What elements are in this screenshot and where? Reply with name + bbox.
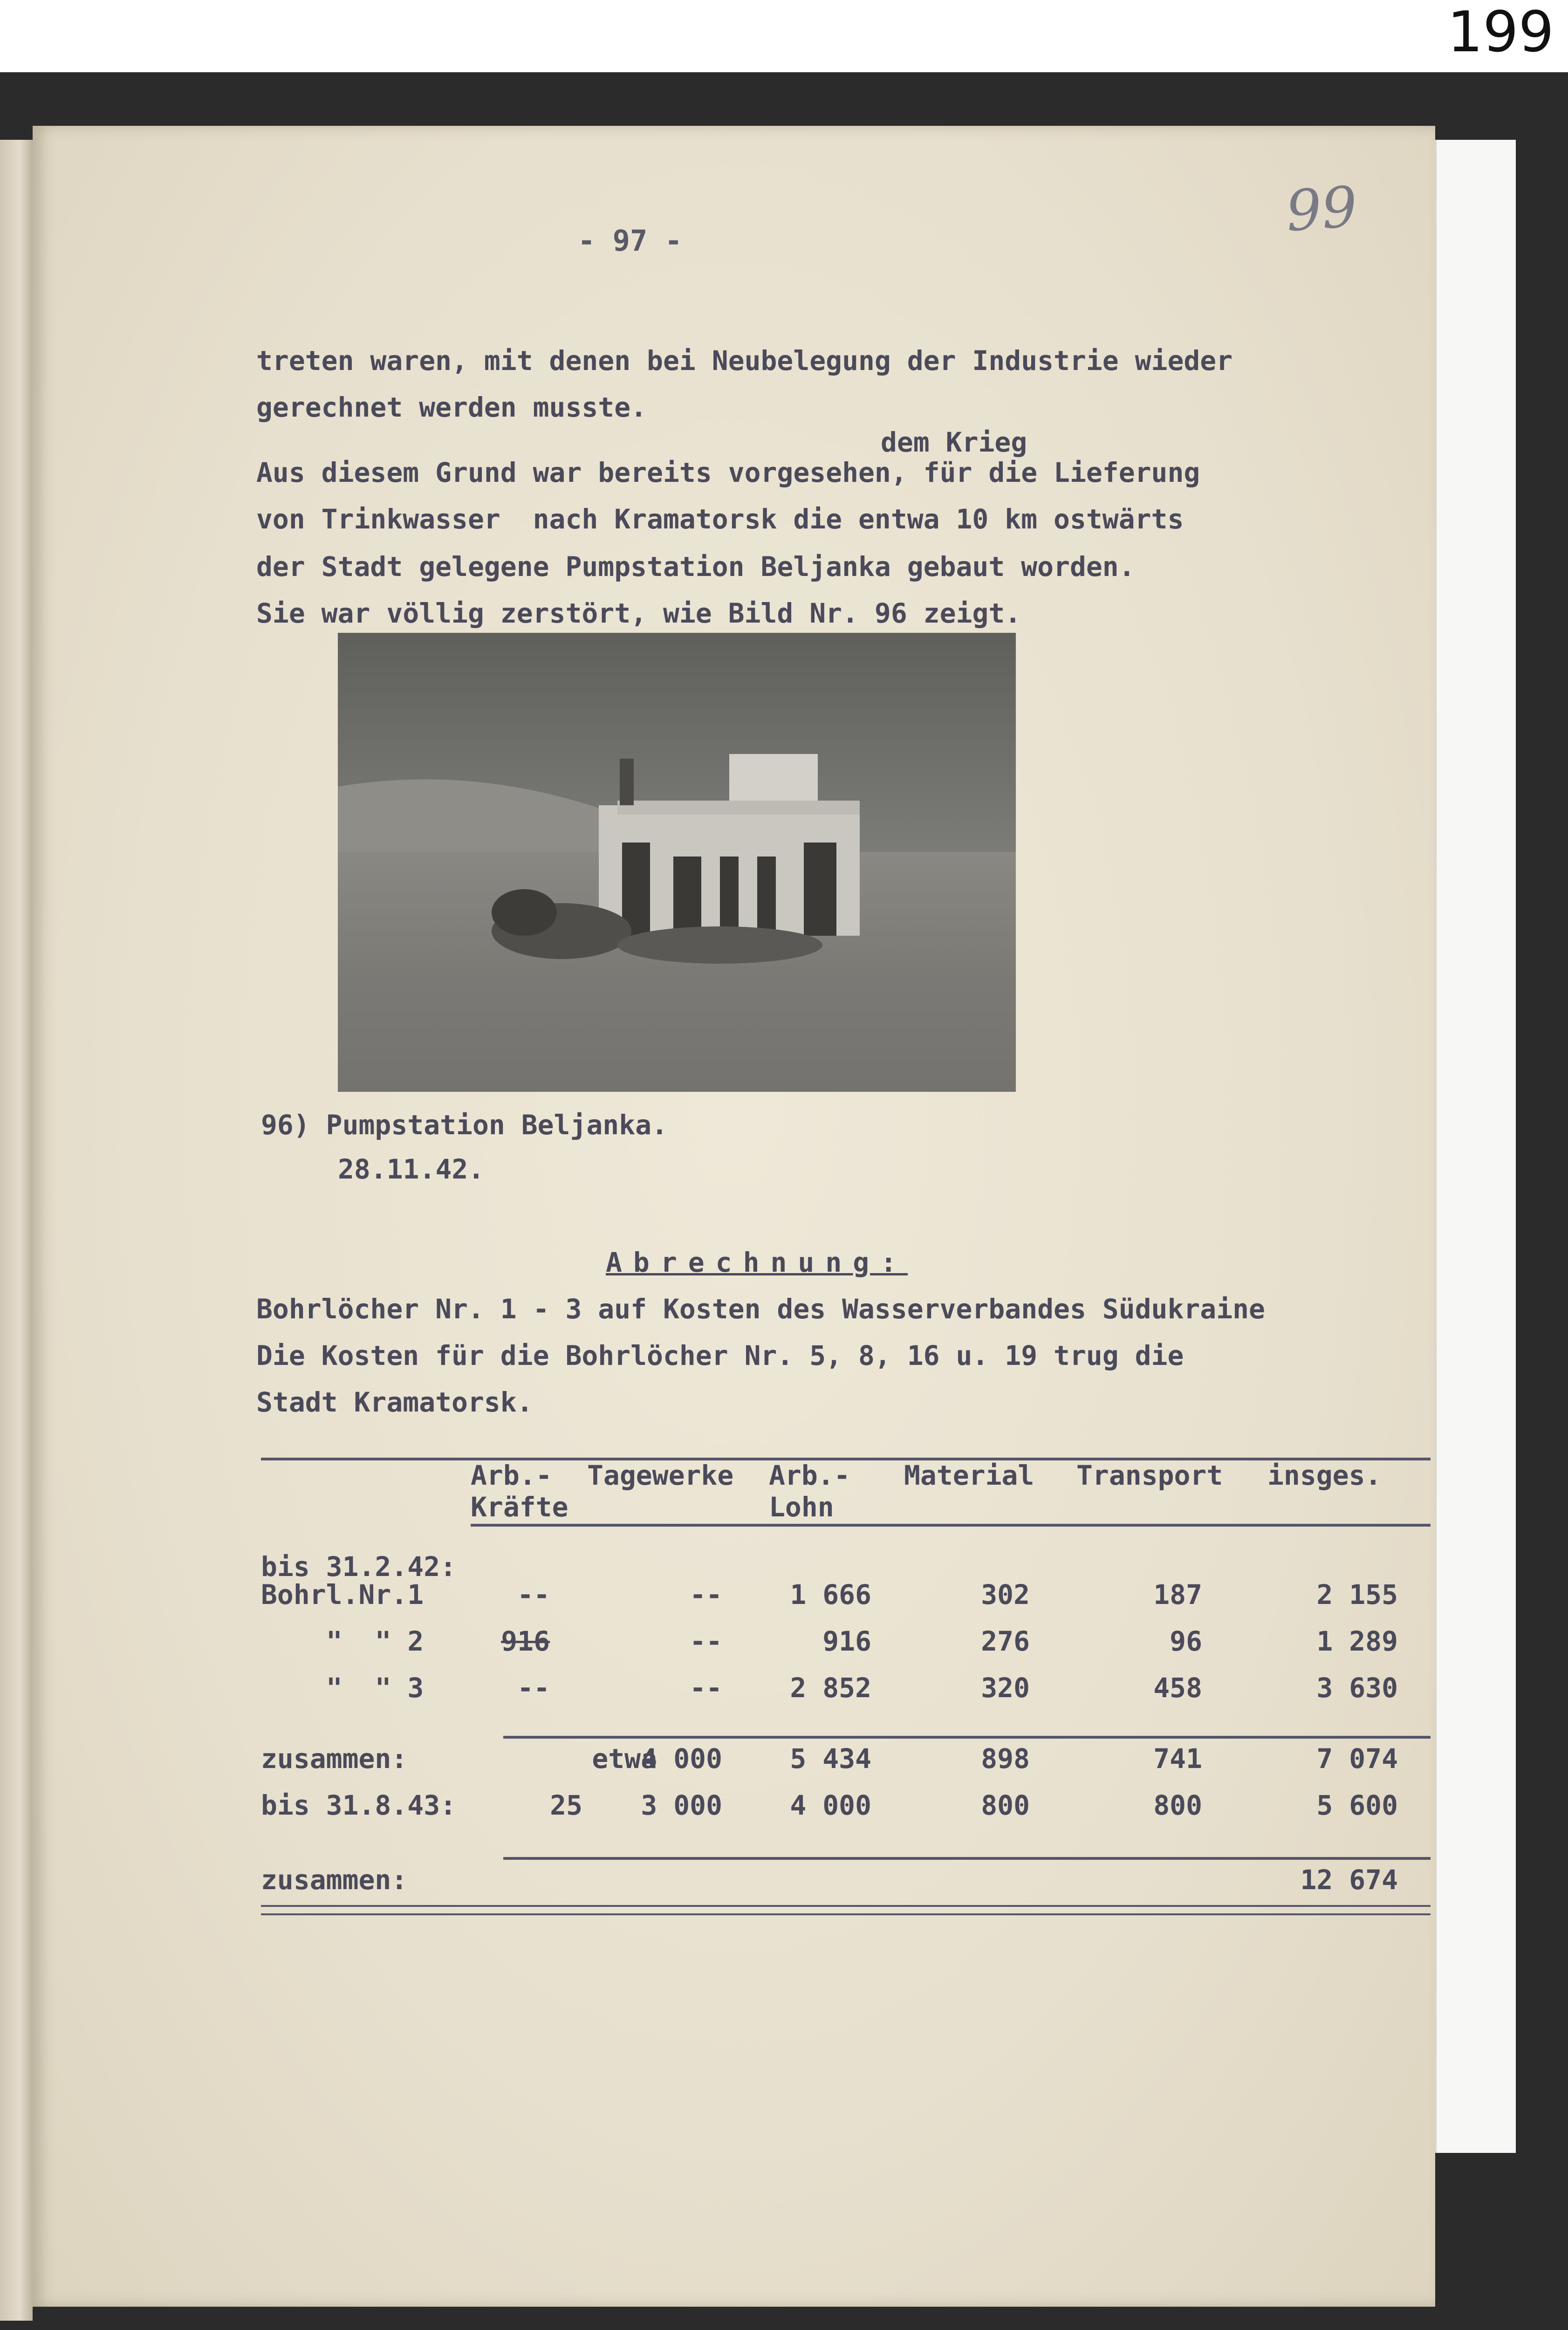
cell-material: 898 bbox=[981, 1743, 1030, 1775]
header-arb-lohn-2: Lohn bbox=[769, 1491, 834, 1523]
section-heading: Abrechnung: bbox=[606, 1247, 908, 1278]
cell-insges: 5 600 bbox=[1316, 1789, 1398, 1821]
typed-insertion: dem Krieg bbox=[881, 426, 1027, 458]
backing-sheet bbox=[1435, 140, 1516, 2153]
cell-transport: 187 bbox=[1153, 1579, 1202, 1610]
cell-material: 800 bbox=[981, 1789, 1030, 1821]
cell-tagewerke: -- bbox=[690, 1579, 722, 1610]
cell-tagewerke: 3 000 bbox=[641, 1789, 722, 1821]
cell-material: 276 bbox=[981, 1625, 1030, 1657]
header-arb-kraefte-1: Arb.- bbox=[471, 1460, 552, 1491]
subtotal-rule bbox=[503, 1736, 1431, 1739]
row-label: " " 3 bbox=[294, 1672, 424, 1704]
cell-material: 302 bbox=[981, 1579, 1030, 1610]
period-1-label: bis 31.2.42: bbox=[261, 1551, 457, 1583]
cell-insges-total: 12 674 bbox=[1300, 1864, 1398, 1896]
cell-kraefte: -- bbox=[517, 1672, 550, 1704]
cell-transport: 741 bbox=[1153, 1743, 1202, 1775]
photo-caption-date: 28.11.42. bbox=[338, 1153, 485, 1185]
row-label: zusammen: bbox=[261, 1743, 408, 1775]
header-tagewerke: Tagewerke bbox=[587, 1460, 734, 1491]
body-line-5: der Stadt gelegene Pumpstation Beljanka gebaut worden. bbox=[256, 551, 1135, 582]
archive-page-number: 199 bbox=[1447, 0, 1554, 65]
photo-caption-title: 96) Pumpstation Beljanka. bbox=[261, 1109, 668, 1141]
settlement-line-3: Stadt Kramatorsk. bbox=[256, 1386, 533, 1418]
header-material: Material bbox=[904, 1460, 1034, 1491]
cell-transport: 458 bbox=[1153, 1672, 1202, 1704]
row-label: " " 2 bbox=[294, 1625, 424, 1657]
header-rule bbox=[471, 1524, 1431, 1527]
cell-insges: 7 074 bbox=[1316, 1743, 1398, 1775]
body-line-6: Sie war völlig zerstört, wie Bild Nr. 96 zeigt. bbox=[256, 597, 1021, 629]
settlement-line-2: Die Kosten für die Bohrlöcher Nr. 5, 8, 16 u. 19 trug die bbox=[256, 1340, 1184, 1371]
cell-insges: 2 155 bbox=[1316, 1579, 1398, 1610]
cell-insges: 1 289 bbox=[1316, 1625, 1398, 1657]
cell-lohn: 4 000 bbox=[790, 1789, 871, 1821]
header-insges: insges. bbox=[1267, 1460, 1382, 1491]
body-line-4: von Trinkwasser nach Kramatorsk die entwa 10 km ostwärts bbox=[256, 503, 1184, 535]
cell-lohn: 916 bbox=[822, 1625, 871, 1657]
total-rule bbox=[503, 1857, 1431, 1860]
settlement-line-1: Bohrlöcher Nr. 1 - 3 auf Kosten des Wasserverbandes Südukraine bbox=[256, 1293, 1265, 1325]
cell-tagewerke: -- bbox=[690, 1625, 722, 1657]
cell-transport: 96 bbox=[1170, 1625, 1202, 1657]
body-line-2: gerechnet werden musste. bbox=[256, 391, 647, 423]
cell-kraefte: etwa bbox=[592, 1743, 657, 1775]
cell-tagewerke: 4 000 bbox=[641, 1743, 722, 1775]
cell-kraefte: -- bbox=[517, 1579, 550, 1610]
cell-lohn: 2 852 bbox=[790, 1672, 871, 1704]
document-page bbox=[33, 126, 1435, 2307]
cell-lohn: 5 434 bbox=[790, 1743, 871, 1775]
cell-transport: 800 bbox=[1153, 1789, 1202, 1821]
pump-station-photo bbox=[338, 633, 1016, 1092]
adjacent-page-edge bbox=[0, 140, 33, 2321]
body-line-1: treten waren, mit denen bei Neubelegung der Industrie wieder bbox=[256, 345, 1233, 377]
row-label: Bohrl.Nr.1 bbox=[261, 1579, 424, 1610]
header-arb-lohn-1: Arb.- bbox=[769, 1460, 850, 1491]
row-label: zusammen: bbox=[261, 1864, 408, 1896]
header-arb-kraefte-2: Kräfte bbox=[471, 1491, 568, 1523]
cell-kraefte: 25 bbox=[550, 1789, 582, 1821]
body-line-3: Aus diesem Grund war bereits vorgesehen, für die Lieferung bbox=[256, 457, 1200, 488]
page-number: - 97 - bbox=[578, 224, 682, 258]
cell-insges: 3 630 bbox=[1316, 1672, 1398, 1704]
cell-lohn: 1 666 bbox=[790, 1579, 871, 1610]
double-underline bbox=[261, 1905, 1431, 1915]
handwritten-folio-number: 99 bbox=[1284, 174, 1360, 245]
row-label: bis 31.8.43: bbox=[261, 1789, 457, 1821]
cell-material: 320 bbox=[981, 1672, 1030, 1704]
cell-kraefte-struck: 916 bbox=[501, 1625, 550, 1657]
header-transport: Transport bbox=[1076, 1460, 1223, 1491]
cell-tagewerke: -- bbox=[690, 1672, 722, 1704]
